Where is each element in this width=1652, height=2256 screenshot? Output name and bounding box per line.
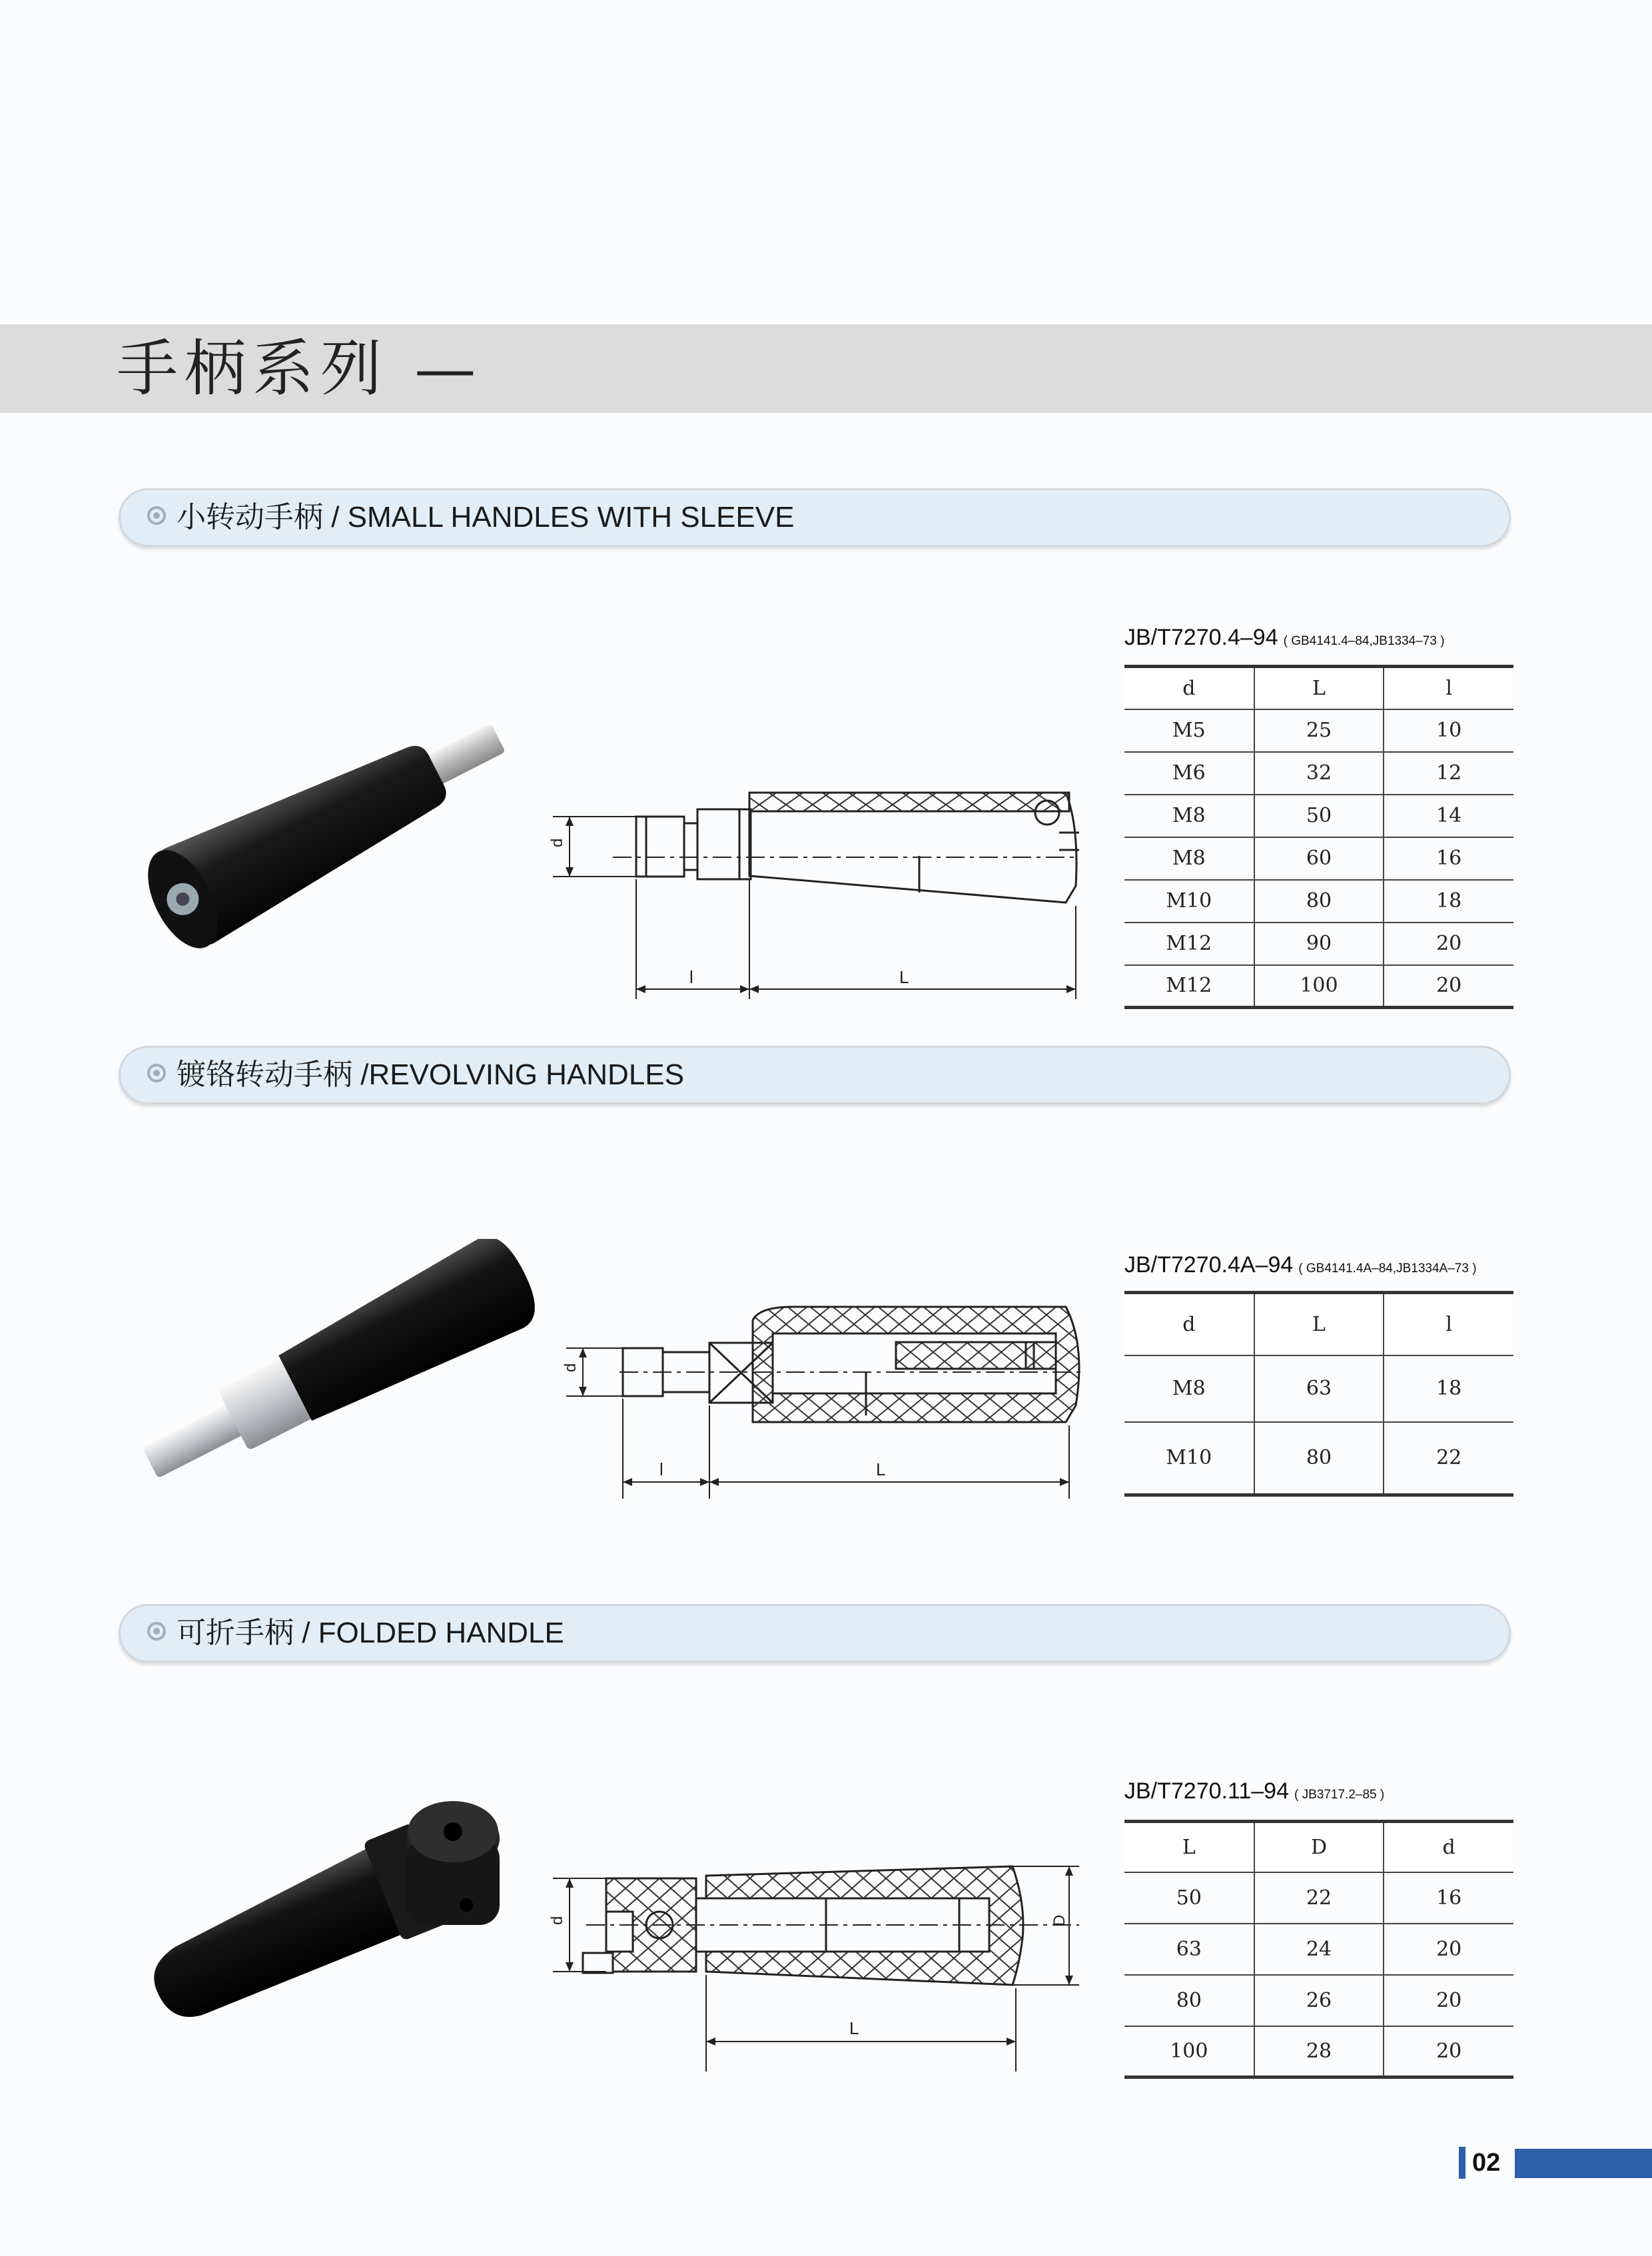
section-header-small-handles [119, 488, 1511, 547]
spec-table [1124, 1820, 1513, 2079]
table-cell: 80 [1124, 1975, 1254, 2026]
product-photo-folded-handle [120, 1765, 533, 2058]
table-row [1124, 709, 1513, 752]
table-cell: 63 [1124, 1924, 1254, 1975]
table-header-row [1124, 667, 1513, 709]
table-row [1124, 880, 1513, 923]
spec-table [1124, 665, 1513, 1009]
standard-number: JB/T7270.4A–94 [1124, 1252, 1294, 1278]
table-row [1124, 923, 1513, 965]
table-cell: M12 [1124, 965, 1254, 1008]
table-row [1124, 752, 1513, 795]
standard-reference: ( GB4141.4–84,JB1334–73 ) [1283, 634, 1445, 648]
table-cell: 60 [1254, 837, 1384, 880]
technical-drawing-folded-handle [546, 1858, 1092, 2085]
title-band [0, 324, 1652, 413]
table-cell: 63 [1254, 1355, 1384, 1422]
table-cell: 22 [1254, 1872, 1384, 1924]
table-cell: 22 [1384, 1422, 1513, 1495]
table-header-cell: d [1124, 667, 1254, 709]
table-cell: M8 [1124, 1355, 1254, 1422]
dimension-label-d: d [562, 1363, 580, 1372]
dimension-label-d: d [548, 1916, 566, 1925]
table-header-row [1124, 1293, 1513, 1355]
dimension-label-l: l [689, 967, 693, 987]
table-cell: 100 [1254, 965, 1384, 1008]
bullet-icon [147, 1622, 166, 1641]
table-cell: M10 [1124, 1422, 1254, 1495]
standard-reference: ( JB3717.2–85 ) [1294, 1788, 1385, 1802]
dimension-label-L: L [899, 967, 909, 987]
section-heading: 小转动手柄 / SMALL HANDLES WITH SLEEVE [177, 501, 795, 534]
table-cell: 24 [1254, 1924, 1384, 1975]
table-row [1124, 2026, 1513, 2077]
standard-code [1124, 1778, 1384, 1804]
table-cell: 32 [1254, 752, 1384, 795]
table-header-cell: l [1384, 667, 1513, 709]
table-cell: 50 [1124, 1872, 1254, 1924]
dimension-label-L: L [876, 1459, 886, 1479]
table-cell: M8 [1124, 795, 1254, 837]
section-header-folded-handle [119, 1604, 1511, 1663]
table-header-cell: L [1254, 667, 1384, 709]
table-cell: 50 [1254, 795, 1384, 837]
table-row [1124, 1355, 1513, 1422]
table-cell: 90 [1254, 923, 1384, 965]
dimension-label-L: L [849, 2018, 859, 2038]
table-cell: M12 [1124, 923, 1254, 965]
table-cell: M8 [1124, 837, 1254, 880]
standard-number: JB/T7270.11–94 [1124, 1778, 1289, 1804]
table-cell: 18 [1384, 880, 1513, 923]
technical-drawing-revolving-handle [560, 1306, 1092, 1505]
standard-code [1124, 625, 1445, 651]
product-photo-small-handle [120, 693, 533, 959]
table-cell: 80 [1254, 1422, 1384, 1495]
dimension-label-D: D [1050, 1914, 1068, 1926]
table-row [1124, 1422, 1513, 1495]
spec-table [1124, 1291, 1513, 1497]
table-header-cell: L [1254, 1293, 1384, 1355]
table-row [1124, 1872, 1513, 1924]
table-cell: 100 [1124, 2026, 1254, 2077]
table-row [1124, 965, 1513, 1008]
table-cell: 26 [1254, 1975, 1384, 2026]
page-number: 02 [1459, 2147, 1500, 2179]
page-title: 手柄系列 — [117, 333, 483, 404]
table-header-cell: L [1124, 1822, 1254, 1872]
bullet-icon [147, 1064, 166, 1082]
table-header-cell: d [1124, 1293, 1254, 1355]
table-cell: 28 [1254, 2026, 1384, 2077]
dimension-label-d: d [548, 838, 566, 847]
table-cell: 25 [1254, 709, 1384, 752]
section-heading: 可折手柄 / FOLDED HANDLE [177, 1617, 564, 1649]
table-cell: 20 [1384, 1924, 1513, 1975]
table-cell: 20 [1384, 1975, 1513, 2026]
technical-drawing-small-handle [546, 786, 1092, 1012]
table-cell: 12 [1384, 752, 1513, 795]
table-row [1124, 1924, 1513, 1975]
table-cell: 20 [1384, 923, 1513, 965]
standard-number: JB/T7270.4–94 [1124, 625, 1278, 650]
bullet-icon [147, 506, 166, 525]
page-number-strip [1515, 2149, 1652, 2178]
table-header-cell: d [1384, 1822, 1513, 1872]
table-cell: 20 [1384, 2026, 1513, 2077]
table-cell: M6 [1124, 752, 1254, 795]
standard-code [1124, 1252, 1477, 1278]
table-cell: 16 [1384, 1872, 1513, 1924]
table-cell: 20 [1384, 965, 1513, 1008]
product-photo-revolving-handle [120, 1239, 560, 1492]
table-cell: 14 [1384, 795, 1513, 837]
section-header-revolving-handles [119, 1046, 1511, 1104]
section-heading: 镀铬转动手柄 /REVOLVING HANDLES [177, 1058, 684, 1091]
table-cell: 16 [1384, 837, 1513, 880]
table-header-row [1124, 1822, 1513, 1872]
table-row [1124, 795, 1513, 837]
table-header-cell: l [1384, 1293, 1513, 1355]
table-cell: M10 [1124, 880, 1254, 923]
standard-reference: ( GB4141.4A–84,JB1334A–73 ) [1298, 1262, 1477, 1276]
table-cell: M5 [1124, 709, 1254, 752]
table-cell: 80 [1254, 880, 1384, 923]
table-cell: 10 [1384, 709, 1513, 752]
table-cell: 18 [1384, 1355, 1513, 1422]
table-header-cell: D [1254, 1822, 1384, 1872]
table-row [1124, 837, 1513, 880]
table-row [1124, 1975, 1513, 2026]
dimension-label-l: l [659, 1459, 663, 1479]
